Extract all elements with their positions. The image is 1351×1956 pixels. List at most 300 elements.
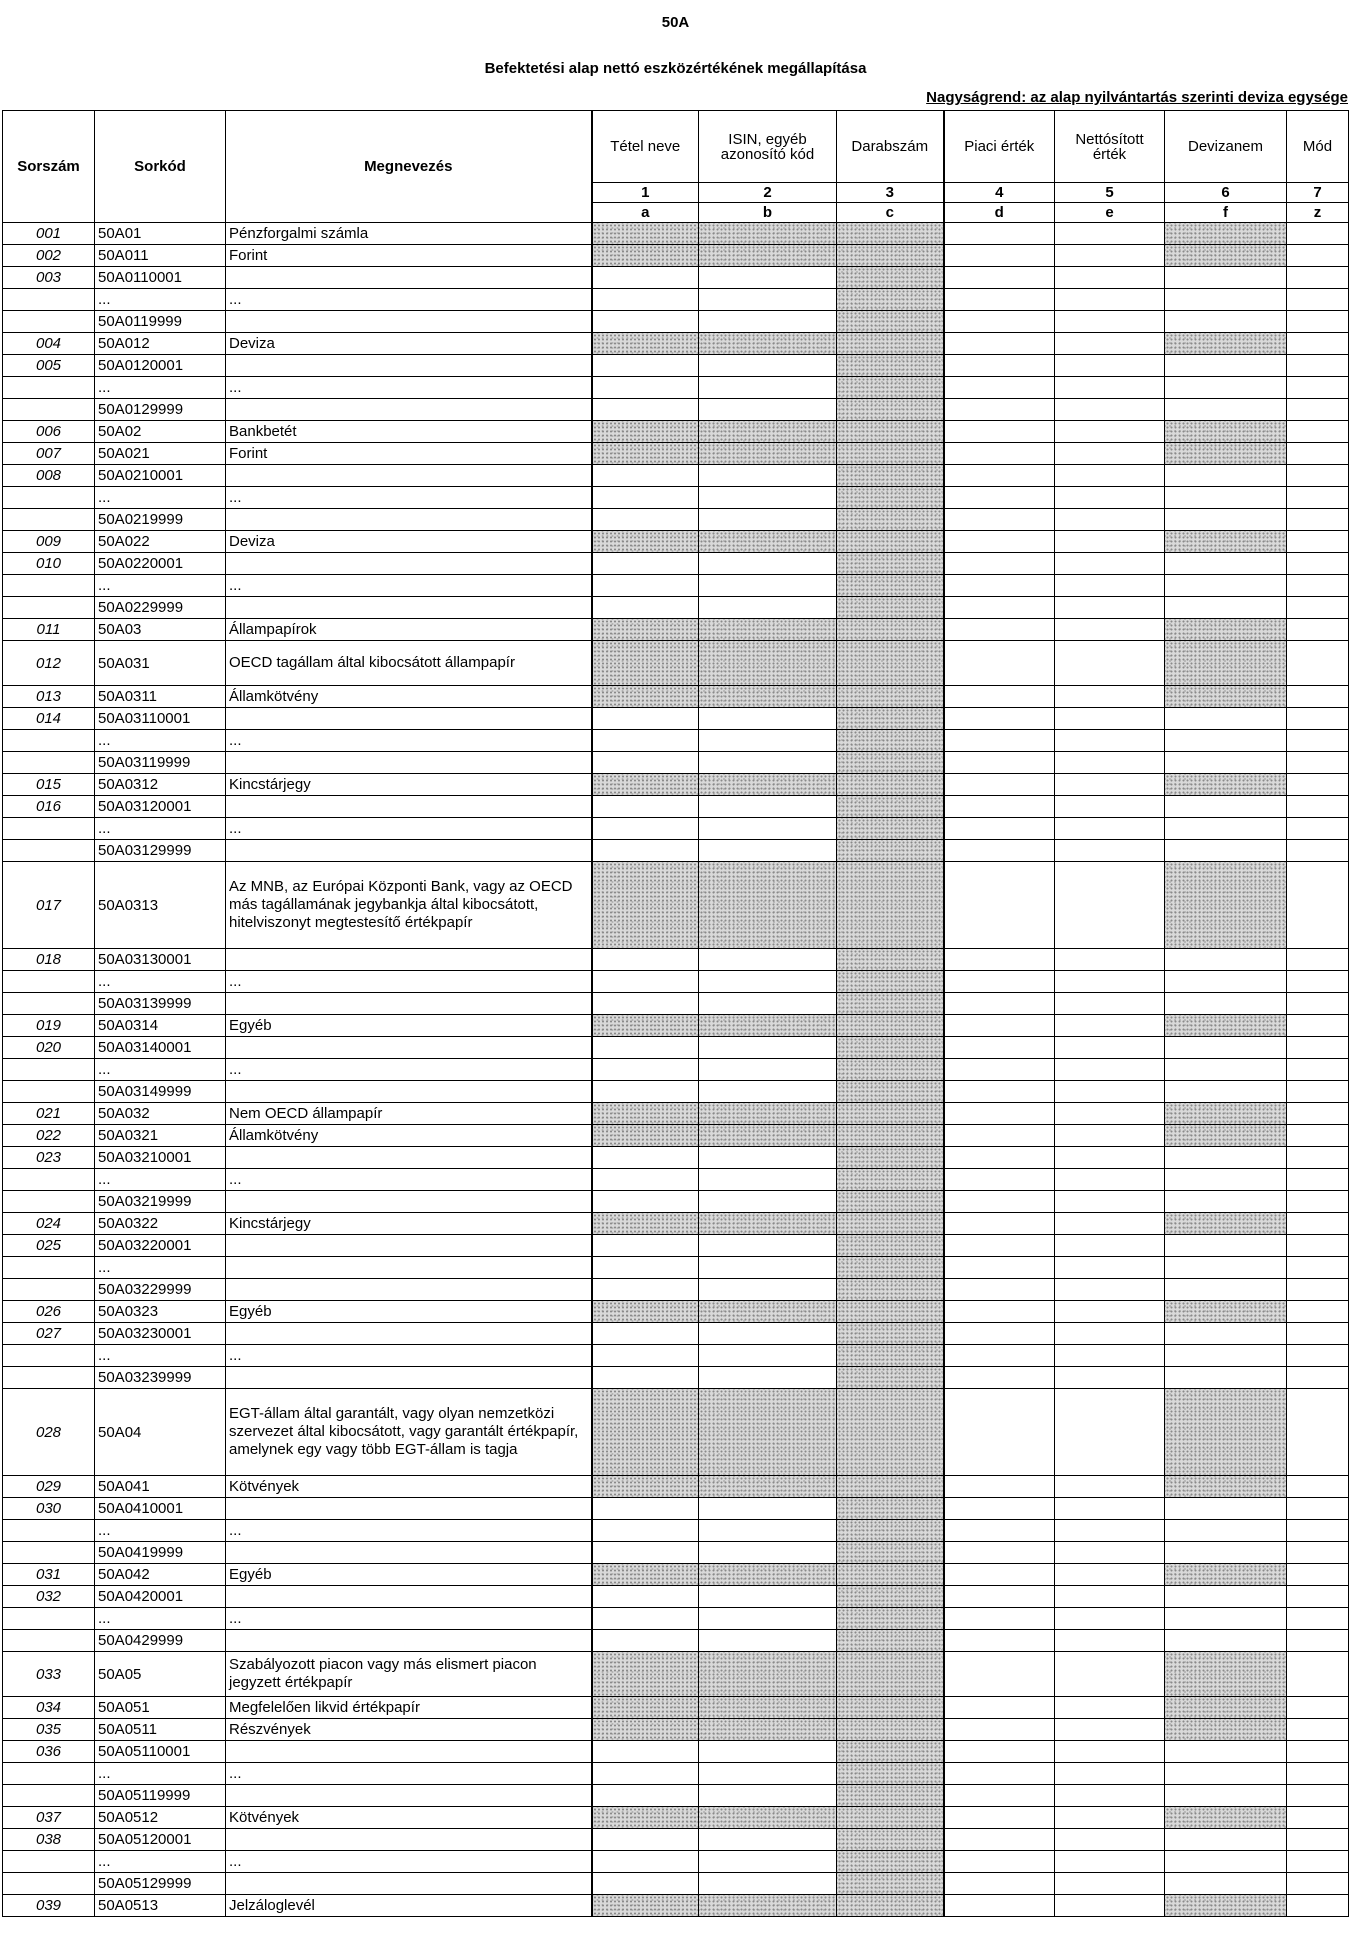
cell-piaci-ertek[interactable] [944, 399, 1055, 421]
cell-tetel-neve[interactable] [592, 1257, 699, 1279]
cell-mod[interactable] [1287, 619, 1349, 641]
cell-isin[interactable] [699, 1389, 837, 1476]
cell-piaci-ertek[interactable] [944, 1586, 1055, 1608]
cell-tetel-neve[interactable] [592, 1829, 699, 1851]
cell-tetel-neve[interactable] [592, 840, 699, 862]
cell-isin[interactable] [699, 1697, 837, 1719]
cell-isin[interactable] [699, 289, 837, 311]
cell-devizanem[interactable] [1165, 1015, 1287, 1037]
cell-piaci-ertek[interactable] [944, 1873, 1055, 1895]
cell-tetel-neve[interactable] [592, 1697, 699, 1719]
cell-devizanem[interactable] [1165, 443, 1287, 465]
cell-darabszam[interactable] [837, 267, 944, 289]
cell-devizanem[interactable] [1165, 1059, 1287, 1081]
cell-piaci-ertek[interactable] [944, 993, 1055, 1015]
cell-darabszam[interactable] [837, 730, 944, 752]
cell-devizanem[interactable] [1165, 1147, 1287, 1169]
cell-tetel-neve[interactable] [592, 1059, 699, 1081]
cell-mod[interactable] [1287, 1807, 1349, 1829]
cell-nettositott-ertek[interactable] [1055, 1389, 1165, 1476]
cell-mod[interactable] [1287, 1081, 1349, 1103]
cell-nettositott-ertek[interactable] [1055, 1037, 1165, 1059]
cell-mod[interactable] [1287, 311, 1349, 333]
cell-mod[interactable] [1287, 245, 1349, 267]
cell-devizanem[interactable] [1165, 553, 1287, 575]
cell-devizanem[interactable] [1165, 1367, 1287, 1389]
cell-nettositott-ertek[interactable] [1055, 1301, 1165, 1323]
cell-piaci-ertek[interactable] [944, 597, 1055, 619]
cell-devizanem[interactable] [1165, 1873, 1287, 1895]
cell-tetel-neve[interactable] [592, 708, 699, 730]
cell-tetel-neve[interactable] [592, 399, 699, 421]
cell-isin[interactable] [699, 223, 837, 245]
cell-piaci-ertek[interactable] [944, 1103, 1055, 1125]
cell-isin[interactable] [699, 1652, 837, 1697]
cell-darabszam[interactable] [837, 355, 944, 377]
cell-piaci-ertek[interactable] [944, 774, 1055, 796]
cell-mod[interactable] [1287, 1741, 1349, 1763]
cell-tetel-neve[interactable] [592, 553, 699, 575]
cell-darabszam[interactable] [837, 1367, 944, 1389]
cell-mod[interactable] [1287, 1608, 1349, 1630]
cell-piaci-ertek[interactable] [944, 949, 1055, 971]
cell-devizanem[interactable] [1165, 1279, 1287, 1301]
cell-tetel-neve[interactable] [592, 465, 699, 487]
cell-tetel-neve[interactable] [592, 862, 699, 949]
cell-mod[interactable] [1287, 597, 1349, 619]
cell-isin[interactable] [699, 443, 837, 465]
cell-isin[interactable] [699, 1630, 837, 1652]
cell-darabszam[interactable] [837, 531, 944, 553]
cell-piaci-ertek[interactable] [944, 443, 1055, 465]
cell-nettositott-ertek[interactable] [1055, 1498, 1165, 1520]
cell-nettositott-ertek[interactable] [1055, 531, 1165, 553]
cell-mod[interactable] [1287, 289, 1349, 311]
cell-piaci-ertek[interactable] [944, 1476, 1055, 1498]
cell-nettositott-ertek[interactable] [1055, 1829, 1165, 1851]
cell-darabszam[interactable] [837, 619, 944, 641]
cell-piaci-ertek[interactable] [944, 1498, 1055, 1520]
cell-mod[interactable] [1287, 1389, 1349, 1476]
cell-nettositott-ertek[interactable] [1055, 862, 1165, 949]
cell-isin[interactable] [699, 1829, 837, 1851]
cell-mod[interactable] [1287, 1520, 1349, 1542]
cell-mod[interactable] [1287, 1873, 1349, 1895]
cell-devizanem[interactable] [1165, 1103, 1287, 1125]
cell-nettositott-ertek[interactable] [1055, 1564, 1165, 1586]
cell-isin[interactable] [699, 377, 837, 399]
cell-piaci-ertek[interactable] [944, 1257, 1055, 1279]
cell-devizanem[interactable] [1165, 1895, 1287, 1917]
cell-isin[interactable] [699, 949, 837, 971]
cell-isin[interactable] [699, 1059, 837, 1081]
cell-tetel-neve[interactable] [592, 1608, 699, 1630]
cell-mod[interactable] [1287, 1630, 1349, 1652]
cell-piaci-ertek[interactable] [944, 355, 1055, 377]
cell-mod[interactable] [1287, 355, 1349, 377]
cell-piaci-ertek[interactable] [944, 1301, 1055, 1323]
cell-isin[interactable] [699, 993, 837, 1015]
cell-tetel-neve[interactable] [592, 1279, 699, 1301]
cell-mod[interactable] [1287, 1037, 1349, 1059]
cell-devizanem[interactable] [1165, 818, 1287, 840]
cell-piaci-ertek[interactable] [944, 531, 1055, 553]
cell-isin[interactable] [699, 1895, 837, 1917]
cell-devizanem[interactable] [1165, 333, 1287, 355]
cell-mod[interactable] [1287, 993, 1349, 1015]
cell-devizanem[interactable] [1165, 1652, 1287, 1697]
cell-devizanem[interactable] [1165, 1741, 1287, 1763]
cell-tetel-neve[interactable] [592, 818, 699, 840]
cell-tetel-neve[interactable] [592, 311, 699, 333]
cell-darabszam[interactable] [837, 443, 944, 465]
cell-piaci-ertek[interactable] [944, 818, 1055, 840]
cell-mod[interactable] [1287, 971, 1349, 993]
cell-tetel-neve[interactable] [592, 1476, 699, 1498]
cell-tetel-neve[interactable] [592, 1389, 699, 1476]
cell-darabszam[interactable] [837, 1213, 944, 1235]
cell-devizanem[interactable] [1165, 1586, 1287, 1608]
cell-isin[interactable] [699, 245, 837, 267]
cell-darabszam[interactable] [837, 774, 944, 796]
cell-tetel-neve[interactable] [592, 531, 699, 553]
cell-tetel-neve[interactable] [592, 730, 699, 752]
cell-nettositott-ertek[interactable] [1055, 686, 1165, 708]
cell-piaci-ertek[interactable] [944, 1652, 1055, 1697]
cell-isin[interactable] [699, 619, 837, 641]
cell-darabszam[interactable] [837, 1763, 944, 1785]
cell-darabszam[interactable] [837, 399, 944, 421]
cell-nettositott-ertek[interactable] [1055, 1851, 1165, 1873]
cell-piaci-ertek[interactable] [944, 1807, 1055, 1829]
cell-darabszam[interactable] [837, 553, 944, 575]
cell-darabszam[interactable] [837, 1345, 944, 1367]
cell-isin[interactable] [699, 1147, 837, 1169]
cell-piaci-ertek[interactable] [944, 619, 1055, 641]
cell-devizanem[interactable] [1165, 993, 1287, 1015]
cell-tetel-neve[interactable] [592, 1520, 699, 1542]
cell-mod[interactable] [1287, 730, 1349, 752]
cell-devizanem[interactable] [1165, 1081, 1287, 1103]
cell-darabszam[interactable] [837, 862, 944, 949]
cell-devizanem[interactable] [1165, 1630, 1287, 1652]
cell-nettositott-ertek[interactable] [1055, 1807, 1165, 1829]
cell-tetel-neve[interactable] [592, 1213, 699, 1235]
cell-darabszam[interactable] [837, 1564, 944, 1586]
cell-isin[interactable] [699, 1301, 837, 1323]
cell-darabszam[interactable] [837, 641, 944, 686]
cell-nettositott-ertek[interactable] [1055, 575, 1165, 597]
cell-mod[interactable] [1287, 1895, 1349, 1917]
cell-nettositott-ertek[interactable] [1055, 443, 1165, 465]
cell-darabszam[interactable] [837, 1279, 944, 1301]
cell-nettositott-ertek[interactable] [1055, 399, 1165, 421]
cell-isin[interactable] [699, 1257, 837, 1279]
cell-devizanem[interactable] [1165, 1608, 1287, 1630]
cell-mod[interactable] [1287, 1015, 1349, 1037]
cell-tetel-neve[interactable] [592, 1345, 699, 1367]
cell-darabszam[interactable] [837, 708, 944, 730]
cell-isin[interactable] [699, 752, 837, 774]
cell-piaci-ertek[interactable] [944, 487, 1055, 509]
cell-devizanem[interactable] [1165, 245, 1287, 267]
cell-piaci-ertek[interactable] [944, 1323, 1055, 1345]
cell-nettositott-ertek[interactable] [1055, 708, 1165, 730]
cell-darabszam[interactable] [837, 1059, 944, 1081]
cell-devizanem[interactable] [1165, 1235, 1287, 1257]
cell-isin[interactable] [699, 641, 837, 686]
cell-tetel-neve[interactable] [592, 1323, 699, 1345]
cell-tetel-neve[interactable] [592, 1763, 699, 1785]
cell-nettositott-ertek[interactable] [1055, 1741, 1165, 1763]
cell-nettositott-ertek[interactable] [1055, 1059, 1165, 1081]
cell-mod[interactable] [1287, 1586, 1349, 1608]
cell-devizanem[interactable] [1165, 1719, 1287, 1741]
cell-mod[interactable] [1287, 553, 1349, 575]
cell-darabszam[interactable] [837, 289, 944, 311]
cell-piaci-ertek[interactable] [944, 1125, 1055, 1147]
cell-nettositott-ertek[interactable] [1055, 1367, 1165, 1389]
cell-mod[interactable] [1287, 575, 1349, 597]
cell-mod[interactable] [1287, 686, 1349, 708]
cell-devizanem[interactable] [1165, 1257, 1287, 1279]
cell-piaci-ertek[interactable] [944, 862, 1055, 949]
cell-devizanem[interactable] [1165, 289, 1287, 311]
cell-nettositott-ertek[interactable] [1055, 1542, 1165, 1564]
cell-piaci-ertek[interactable] [944, 1015, 1055, 1037]
cell-devizanem[interactable] [1165, 509, 1287, 531]
cell-piaci-ertek[interactable] [944, 1081, 1055, 1103]
cell-isin[interactable] [699, 1323, 837, 1345]
cell-isin[interactable] [699, 553, 837, 575]
cell-mod[interactable] [1287, 1213, 1349, 1235]
cell-piaci-ertek[interactable] [944, 553, 1055, 575]
cell-piaci-ertek[interactable] [944, 1345, 1055, 1367]
cell-mod[interactable] [1287, 1301, 1349, 1323]
cell-mod[interactable] [1287, 840, 1349, 862]
cell-tetel-neve[interactable] [592, 1564, 699, 1586]
cell-mod[interactable] [1287, 862, 1349, 949]
cell-tetel-neve[interactable] [592, 1851, 699, 1873]
cell-piaci-ertek[interactable] [944, 1895, 1055, 1917]
cell-piaci-ertek[interactable] [944, 1520, 1055, 1542]
cell-darabszam[interactable] [837, 1323, 944, 1345]
cell-nettositott-ertek[interactable] [1055, 730, 1165, 752]
cell-mod[interactable] [1287, 509, 1349, 531]
cell-darabszam[interactable] [837, 1697, 944, 1719]
cell-mod[interactable] [1287, 1323, 1349, 1345]
cell-tetel-neve[interactable] [592, 1652, 699, 1697]
cell-piaci-ertek[interactable] [944, 1191, 1055, 1213]
cell-piaci-ertek[interactable] [944, 708, 1055, 730]
cell-piaci-ertek[interactable] [944, 245, 1055, 267]
cell-isin[interactable] [699, 840, 837, 862]
cell-piaci-ertek[interactable] [944, 1564, 1055, 1586]
cell-darabszam[interactable] [837, 971, 944, 993]
cell-mod[interactable] [1287, 421, 1349, 443]
cell-mod[interactable] [1287, 465, 1349, 487]
cell-nettositott-ertek[interactable] [1055, 619, 1165, 641]
cell-tetel-neve[interactable] [592, 1741, 699, 1763]
cell-nettositott-ertek[interactable] [1055, 818, 1165, 840]
cell-isin[interactable] [699, 1719, 837, 1741]
cell-darabszam[interactable] [837, 1851, 944, 1873]
cell-nettositott-ertek[interactable] [1055, 1125, 1165, 1147]
cell-darabszam[interactable] [837, 949, 944, 971]
cell-tetel-neve[interactable] [592, 1807, 699, 1829]
cell-tetel-neve[interactable] [592, 1542, 699, 1564]
cell-devizanem[interactable] [1165, 377, 1287, 399]
cell-devizanem[interactable] [1165, 399, 1287, 421]
cell-isin[interactable] [699, 818, 837, 840]
cell-devizanem[interactable] [1165, 796, 1287, 818]
cell-piaci-ertek[interactable] [944, 1235, 1055, 1257]
cell-devizanem[interactable] [1165, 465, 1287, 487]
cell-devizanem[interactable] [1165, 971, 1287, 993]
cell-piaci-ertek[interactable] [944, 333, 1055, 355]
cell-piaci-ertek[interactable] [944, 289, 1055, 311]
cell-darabszam[interactable] [837, 1520, 944, 1542]
cell-darabszam[interactable] [837, 509, 944, 531]
cell-nettositott-ertek[interactable] [1055, 1785, 1165, 1807]
cell-piaci-ertek[interactable] [944, 840, 1055, 862]
cell-isin[interactable] [699, 1807, 837, 1829]
cell-piaci-ertek[interactable] [944, 377, 1055, 399]
cell-devizanem[interactable] [1165, 1037, 1287, 1059]
cell-darabszam[interactable] [837, 1652, 944, 1697]
cell-tetel-neve[interactable] [592, 1498, 699, 1520]
cell-piaci-ertek[interactable] [944, 641, 1055, 686]
cell-devizanem[interactable] [1165, 752, 1287, 774]
cell-nettositott-ertek[interactable] [1055, 1608, 1165, 1630]
cell-tetel-neve[interactable] [592, 1191, 699, 1213]
cell-piaci-ertek[interactable] [944, 1037, 1055, 1059]
cell-nettositott-ertek[interactable] [1055, 377, 1165, 399]
cell-isin[interactable] [699, 796, 837, 818]
cell-devizanem[interactable] [1165, 355, 1287, 377]
cell-devizanem[interactable] [1165, 575, 1287, 597]
cell-nettositott-ertek[interactable] [1055, 1476, 1165, 1498]
cell-isin[interactable] [699, 311, 837, 333]
cell-darabszam[interactable] [837, 1389, 944, 1476]
cell-nettositott-ertek[interactable] [1055, 993, 1165, 1015]
cell-tetel-neve[interactable] [592, 796, 699, 818]
cell-darabszam[interactable] [837, 245, 944, 267]
cell-darabszam[interactable] [837, 796, 944, 818]
cell-mod[interactable] [1287, 1059, 1349, 1081]
cell-darabszam[interactable] [837, 1191, 944, 1213]
cell-tetel-neve[interactable] [592, 641, 699, 686]
cell-tetel-neve[interactable] [592, 971, 699, 993]
cell-mod[interactable] [1287, 949, 1349, 971]
cell-devizanem[interactable] [1165, 1345, 1287, 1367]
cell-mod[interactable] [1287, 818, 1349, 840]
cell-darabszam[interactable] [837, 1807, 944, 1829]
cell-nettositott-ertek[interactable] [1055, 509, 1165, 531]
cell-nettositott-ertek[interactable] [1055, 1697, 1165, 1719]
cell-nettositott-ertek[interactable] [1055, 487, 1165, 509]
cell-darabszam[interactable] [837, 1476, 944, 1498]
cell-nettositott-ertek[interactable] [1055, 840, 1165, 862]
cell-isin[interactable] [699, 1498, 837, 1520]
cell-isin[interactable] [699, 509, 837, 531]
cell-darabszam[interactable] [837, 1542, 944, 1564]
cell-darabszam[interactable] [837, 752, 944, 774]
cell-devizanem[interactable] [1165, 487, 1287, 509]
cell-devizanem[interactable] [1165, 686, 1287, 708]
cell-nettositott-ertek[interactable] [1055, 1719, 1165, 1741]
cell-tetel-neve[interactable] [592, 1367, 699, 1389]
cell-tetel-neve[interactable] [592, 487, 699, 509]
cell-darabszam[interactable] [837, 1608, 944, 1630]
cell-mod[interactable] [1287, 641, 1349, 686]
cell-mod[interactable] [1287, 1542, 1349, 1564]
cell-isin[interactable] [699, 487, 837, 509]
cell-nettositott-ertek[interactable] [1055, 597, 1165, 619]
cell-isin[interactable] [699, 1367, 837, 1389]
cell-piaci-ertek[interactable] [944, 1213, 1055, 1235]
cell-tetel-neve[interactable] [592, 1169, 699, 1191]
cell-mod[interactable] [1287, 1763, 1349, 1785]
cell-nettositott-ertek[interactable] [1055, 311, 1165, 333]
cell-tetel-neve[interactable] [592, 289, 699, 311]
cell-nettositott-ertek[interactable] [1055, 245, 1165, 267]
cell-nettositott-ertek[interactable] [1055, 641, 1165, 686]
cell-devizanem[interactable] [1165, 1323, 1287, 1345]
cell-nettositott-ertek[interactable] [1055, 1630, 1165, 1652]
cell-tetel-neve[interactable] [592, 1630, 699, 1652]
cell-nettositott-ertek[interactable] [1055, 752, 1165, 774]
cell-isin[interactable] [699, 1608, 837, 1630]
cell-mod[interactable] [1287, 1125, 1349, 1147]
cell-nettositott-ertek[interactable] [1055, 1257, 1165, 1279]
cell-devizanem[interactable] [1165, 949, 1287, 971]
cell-nettositott-ertek[interactable] [1055, 421, 1165, 443]
cell-nettositott-ertek[interactable] [1055, 355, 1165, 377]
cell-nettositott-ertek[interactable] [1055, 1279, 1165, 1301]
cell-darabszam[interactable] [837, 1719, 944, 1741]
cell-devizanem[interactable] [1165, 1564, 1287, 1586]
cell-tetel-neve[interactable] [592, 1895, 699, 1917]
cell-tetel-neve[interactable] [592, 575, 699, 597]
cell-devizanem[interactable] [1165, 862, 1287, 949]
cell-isin[interactable] [699, 1037, 837, 1059]
cell-darabszam[interactable] [837, 1873, 944, 1895]
cell-devizanem[interactable] [1165, 730, 1287, 752]
cell-isin[interactable] [699, 1741, 837, 1763]
cell-devizanem[interactable] [1165, 1763, 1287, 1785]
cell-nettositott-ertek[interactable] [1055, 1103, 1165, 1125]
cell-tetel-neve[interactable] [592, 355, 699, 377]
cell-devizanem[interactable] [1165, 1498, 1287, 1520]
cell-nettositott-ertek[interactable] [1055, 949, 1165, 971]
cell-mod[interactable] [1287, 1697, 1349, 1719]
cell-mod[interactable] [1287, 1103, 1349, 1125]
cell-nettositott-ertek[interactable] [1055, 1873, 1165, 1895]
cell-mod[interactable] [1287, 1829, 1349, 1851]
cell-darabszam[interactable] [837, 1015, 944, 1037]
cell-mod[interactable] [1287, 267, 1349, 289]
cell-tetel-neve[interactable] [592, 1081, 699, 1103]
cell-piaci-ertek[interactable] [944, 1851, 1055, 1873]
cell-tetel-neve[interactable] [592, 619, 699, 641]
cell-mod[interactable] [1287, 1498, 1349, 1520]
cell-darabszam[interactable] [837, 223, 944, 245]
cell-nettositott-ertek[interactable] [1055, 465, 1165, 487]
cell-darabszam[interactable] [837, 421, 944, 443]
cell-mod[interactable] [1287, 1257, 1349, 1279]
cell-darabszam[interactable] [837, 1895, 944, 1917]
